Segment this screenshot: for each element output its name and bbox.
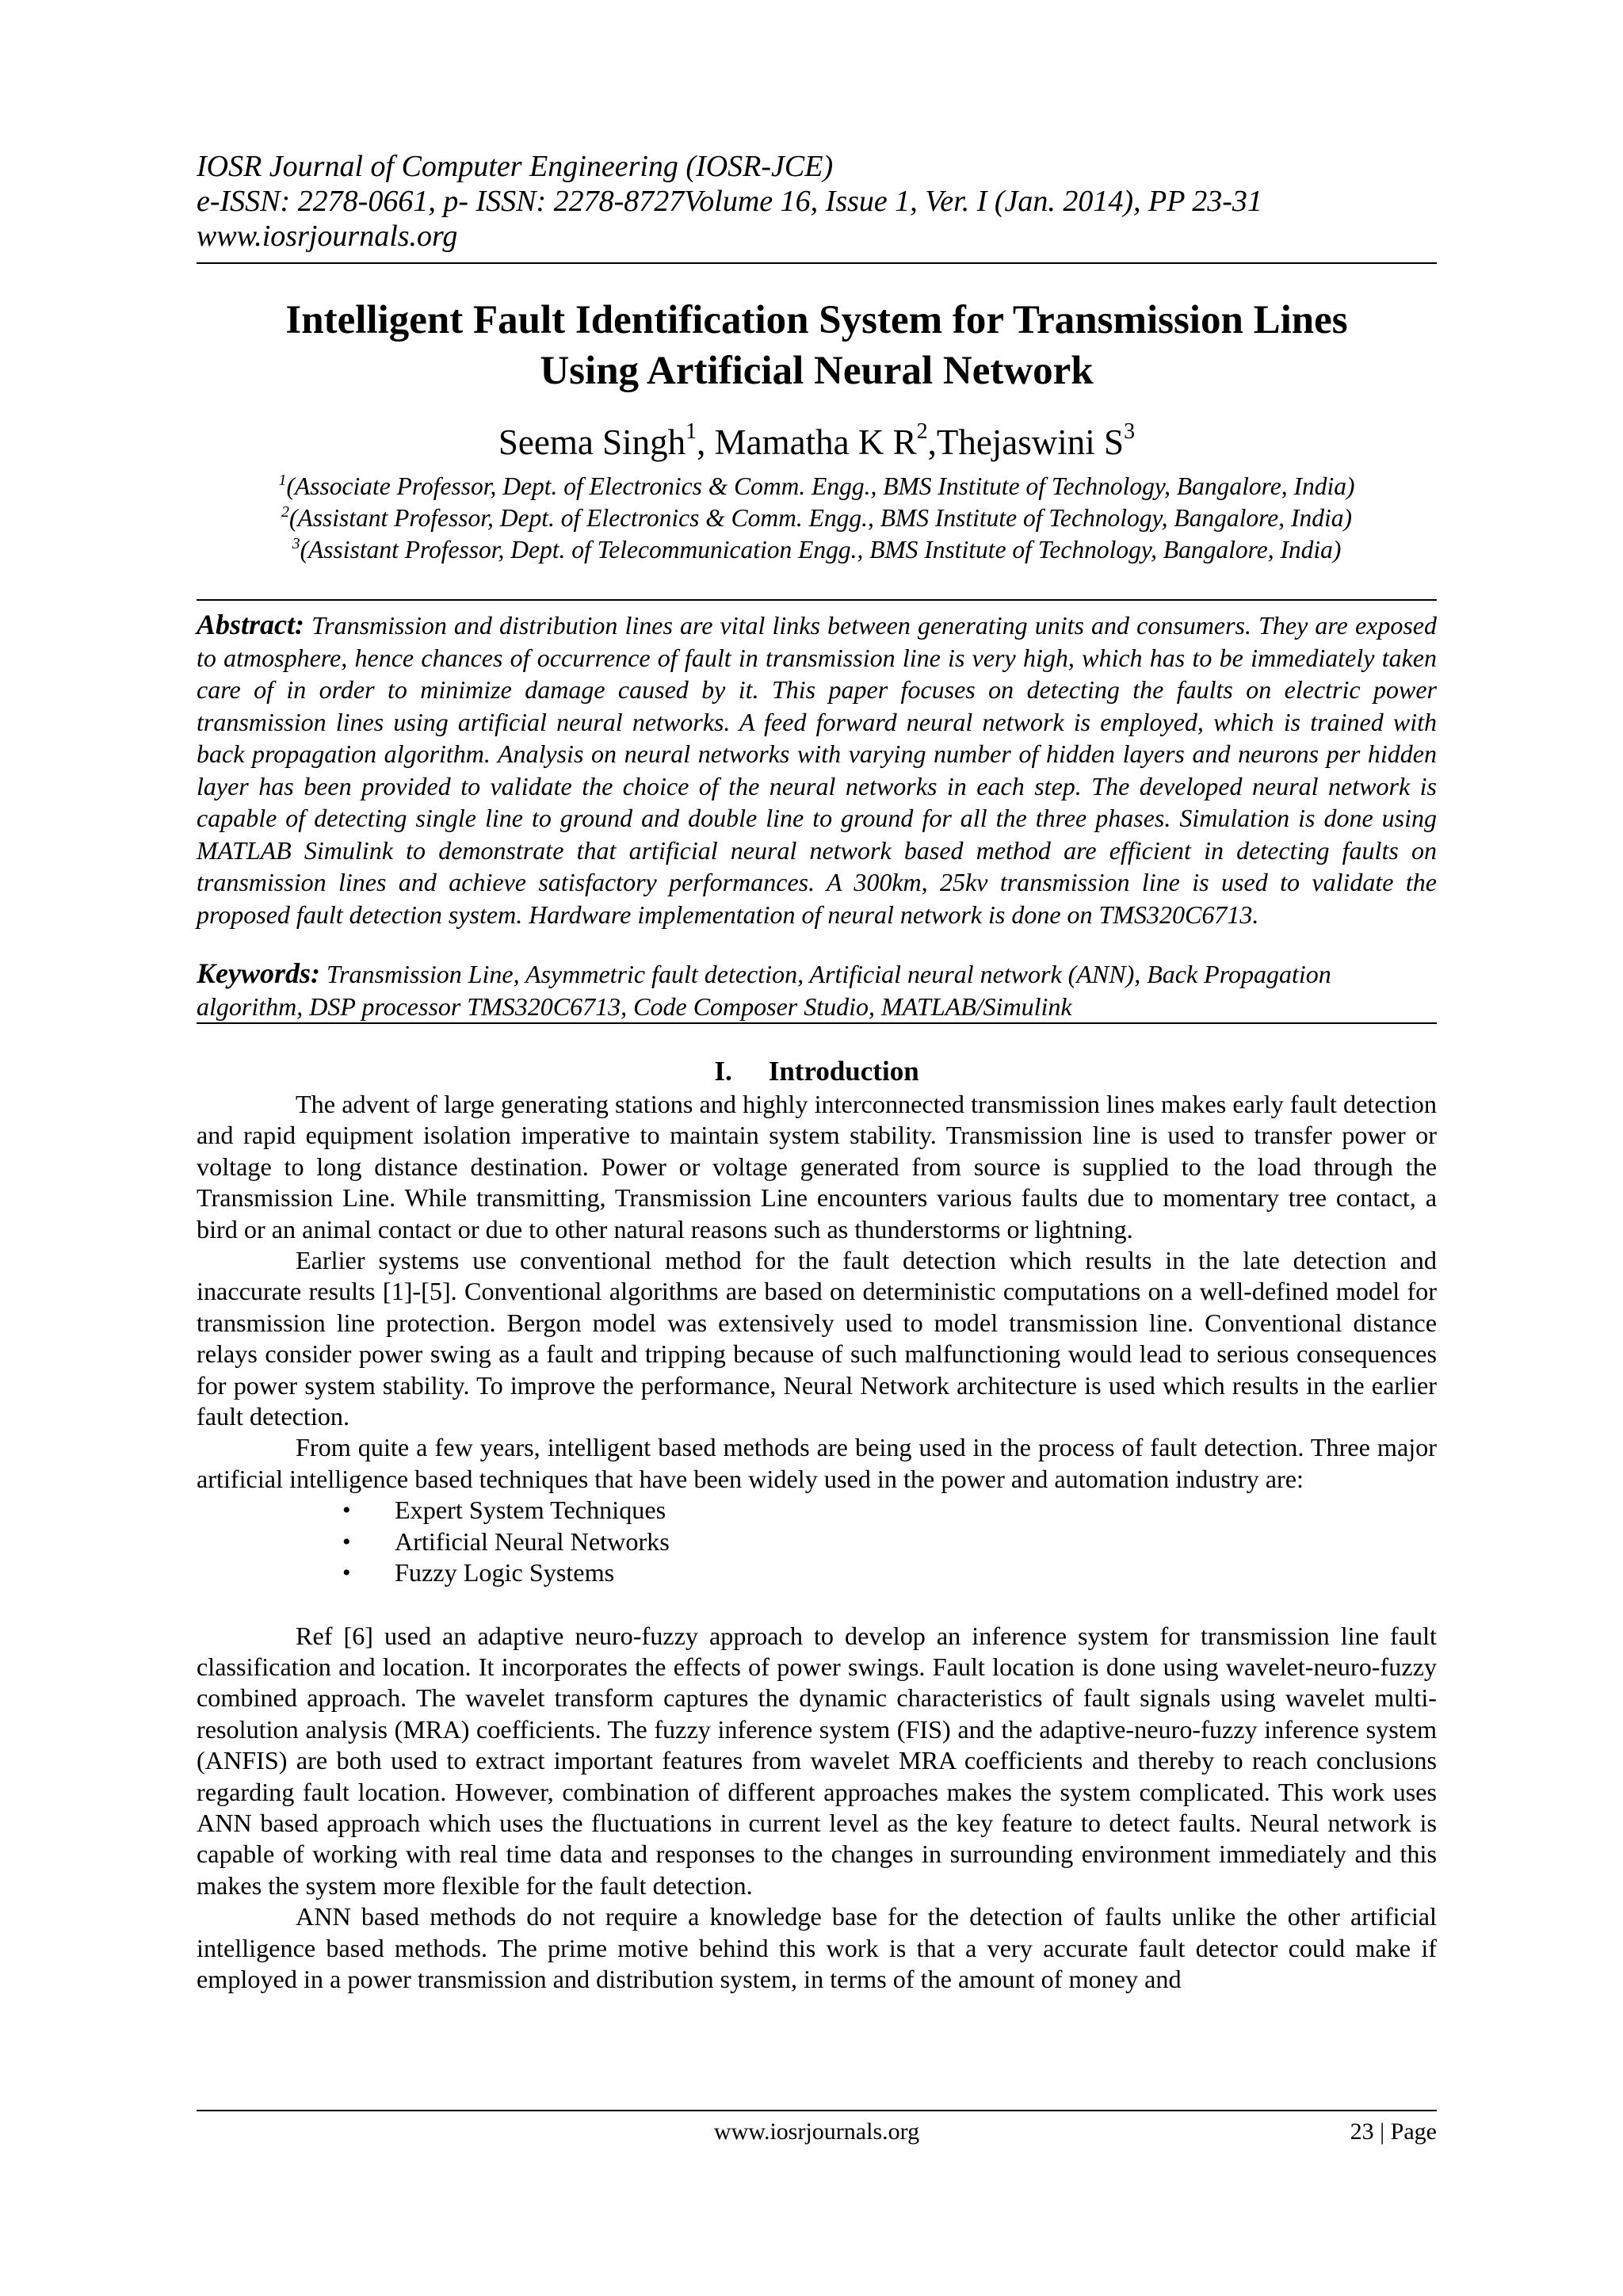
abstract-label: Abstract: [197, 609, 305, 640]
section-heading [197, 1056, 1437, 1087]
affiliation [197, 534, 1437, 566]
affiliation-text: (Associate Professor, Dept. of Electronics & Comm. Engg., BMS Institute of Technology, Bangalore, India) [286, 472, 1355, 500]
paragraph: The advent of large generating stations and highly interconnected transmission lines makes early fault detection and rapid equipment isolation imperative to maintain system stability. Transmission line is used to transfer power or voltage to long distance destination. Power or voltage generated from source is supplied to the load through the Transmission Line. While transmitting, Transmission Line encounters various faults due to momentary tree contact, a bird or an animal contact or due to other natural reasons such as thunderstorms or lightning. [197, 1090, 1437, 1244]
journal-website: www.iosrjournals.org [197, 220, 458, 253]
body-text [197, 1089, 1437, 1995]
list-item [197, 1526, 1437, 1557]
affiliation-superscript: 1 [278, 472, 287, 489]
journal-name: IOSR Journal of Computer Engineering (IOSR-JCE) [197, 150, 834, 183]
list-item [197, 1495, 1437, 1526]
paragraph: ANN based methods do not require a knowledge base for the detection of faults unlike the other artificial intelligence based methods. The prime motive behind this work is that a very accurate fault detector could make if employed in a power transmission and distribution system, in terms of the amount of money and [197, 1902, 1437, 1993]
keywords [197, 957, 1437, 1022]
bullet-list [197, 1495, 1437, 1588]
list-item-text: Artificial Neural Networks [395, 1526, 670, 1556]
header-divider [197, 262, 1437, 264]
section-title: Introduction [768, 1056, 919, 1087]
author-superscript: 2 [916, 419, 928, 444]
issn-line: e-ISSN: 2278-0661, p- ISSN: 2278-8727Volume 16, Issue 1, Ver. I (Jan. 2014), PP 23-31 [197, 185, 1262, 218]
affiliation-text: (Assistant Professor, Dept. of Electronics & Comm. Engg., BMS Institute of Technology, Bangalore, India) [289, 504, 1352, 532]
affiliation [197, 471, 1437, 502]
footer-divider [197, 2110, 1437, 2111]
author-name: Mamatha K R [714, 422, 917, 462]
bullet-icon: • [342, 1497, 351, 1524]
affiliation-text: (Assistant Professor, Dept. of Telecommunication Engg., BMS Institute of Technology, Bangalore, India) [300, 536, 1342, 563]
title-line-1: Intelligent Fault Identification System for Transmission Lines [285, 298, 1348, 342]
author-separator: , [927, 422, 937, 462]
author-name: Seema Singh [498, 422, 686, 462]
paper-title [197, 295, 1437, 396]
affiliation-list [197, 471, 1437, 566]
keywords-text: Transmission Line, Asymmetric fault detection, Artificial neural network (ANN), Back Propagation algorithm, DSP processor TMS320C6713, Code Composer Studio, MATLAB/Simulink [197, 960, 1331, 1021]
page-number: 23 | Page [1350, 2118, 1437, 2145]
abstract [197, 609, 1437, 930]
author-list [197, 419, 1437, 463]
title-line-2: Using Artificial Neural Network [540, 349, 1094, 393]
abstract-text: Transmission and distribution lines are vital links between generating units and consumers. They are exposed to atmosphere, hence chances of occurrence of fault in transmission line is very high, which has to be immediately taken care of in order to minimize damage caused by it. This paper focuses on detecting the faults on electric power transmission lines using artificial neural networks. A feed forward neural network is employed, which is trained with back propagation algorithm. Analysis on neural networks with varying number of hidden layers and neurons per hidden layer has been provided to validate the choice of the neural networks in each step. The developed neural network is capable of detecting single line to ground and double line to ground for all the three phases. Simulation is done using MATLAB Simulink to demonstrate that artificial neural network based method are efficient in detecting faults on transmission lines and achieve satisfactory performances. A 300km, 25kv transmission line is used to validate the proposed fault detection system. Hardware implementation of neural network is done on TMS320C6713. [197, 611, 1438, 929]
list-item-text: Fuzzy Logic Systems [395, 1558, 615, 1587]
author-superscript: 1 [685, 419, 697, 444]
list-item [197, 1557, 1437, 1588]
paragraph: From quite a few years, intelligent based methods are being used in the process of fault detection. Three major artificial intelligence based techniques that have been widely used in the power and automation industry are: [197, 1433, 1437, 1493]
bullet-icon: • [342, 1560, 351, 1587]
author-separator: , [697, 422, 715, 462]
footer-website: www.iosrjournals.org [713, 2118, 920, 2145]
abstract-top-divider [197, 599, 1437, 601]
paragraph: Earlier systems use conventional method for the fault detection which results in the late detection and inaccurate results [1]-[5]. Conventional algorithms are based on deterministic computations on a well-defined model for transmission line protection. Bergon model was extensively used to model transmission line. Conventional distance relays consider power swing as a fault and tripping because of such malfunctioning would lead to serious consequences for power system stability. To improve the performance, Neural Network architecture is used which results in the earlier fault detection. [197, 1246, 1437, 1431]
affiliation-superscript: 3 [292, 535, 300, 552]
author-name: Thejaswini S [936, 422, 1125, 462]
bullet-icon: • [342, 1528, 351, 1555]
list-item-text: Expert System Techniques [395, 1496, 666, 1525]
author-superscript: 3 [1124, 419, 1136, 444]
keywords-bottom-divider [197, 1022, 1437, 1024]
affiliation-superscript: 2 [281, 503, 289, 521]
journal-header [197, 149, 1437, 254]
keywords-label: Keywords: [197, 957, 320, 989]
affiliation [197, 502, 1437, 534]
section-number: I. [714, 1056, 732, 1087]
paragraph: Ref [6] used an adaptive neuro-fuzzy approach to develop an inference system for transmission line fault classification and location. It incorporates the effects of power swings. Fault location is done using wavelet-neuro-fuzzy combined approach. The wavelet transform captures the dynamic characteristics of fault signals using wavelet multi-resolution analysis (MRA) coefficients. The fuzzy inference system (FIS) and the adaptive-neuro-fuzzy inference system (ANFIS) are both used to extract important features from wavelet MRA coefficients and thereby to reach conclusions regarding fault location. However, combination of different approaches makes the system complicated. This work uses ANN based approach which uses the fluctuations in current level as the key feature to detect faults. Neural network is capable of working with real time data and responses to the changes in surrounding environment immediately and this makes the system more flexible for the fault detection. [197, 1621, 1437, 1900]
spacer [197, 1589, 1437, 1621]
